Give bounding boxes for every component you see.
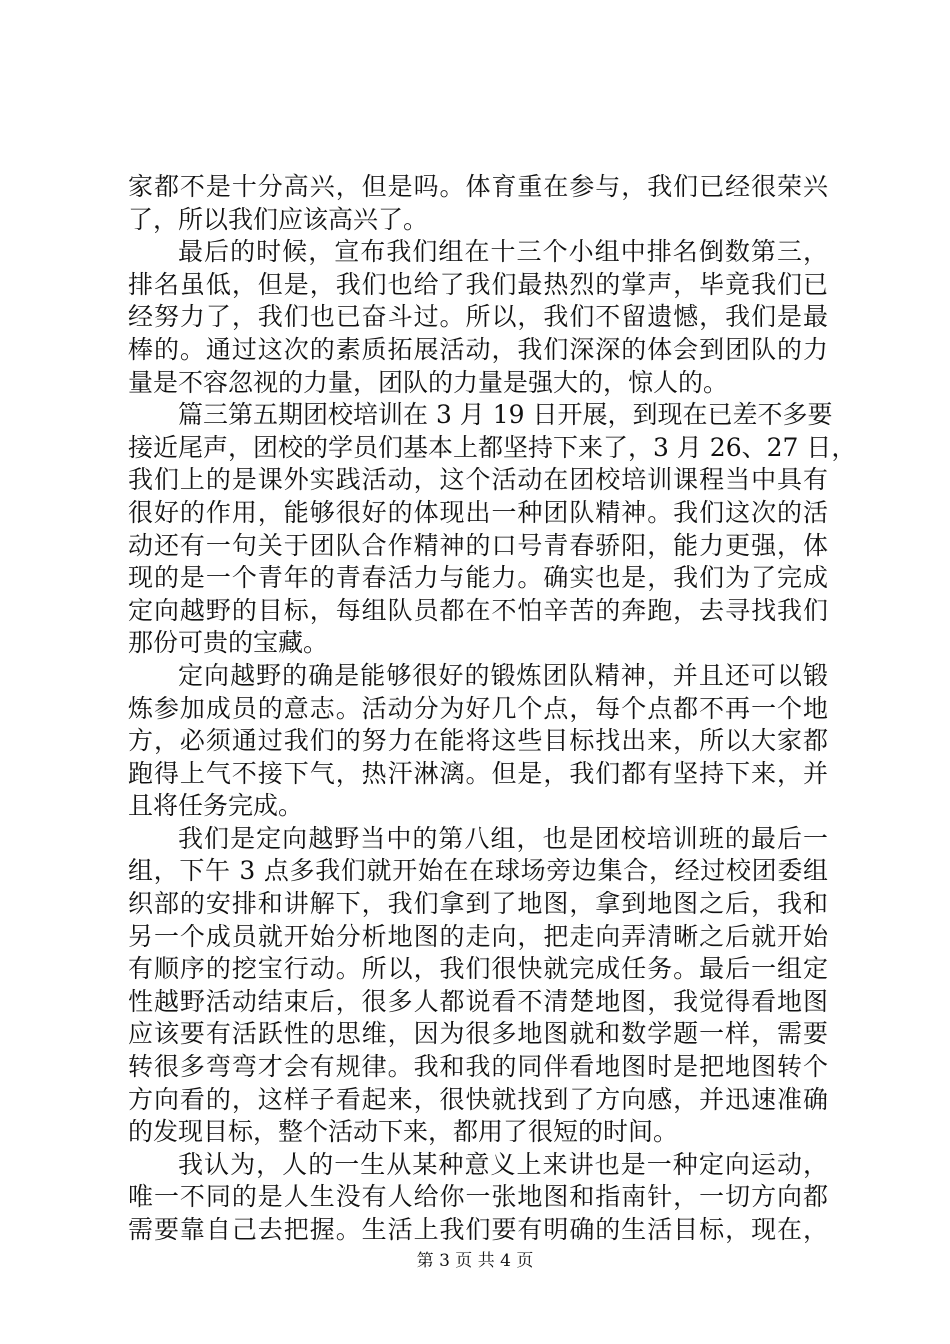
text-line-content: 现的是一个青年的青春活力与能力。确实也是，我们为了完成 — [128, 563, 828, 593]
text-line — [128, 758, 828, 791]
text-line — [128, 399, 833, 432]
text-line — [128, 236, 828, 269]
text-line-content: 接近尾声，团校的学员们基本上都坚持下来了，3 月 26、27 日， — [128, 432, 857, 462]
text-line — [128, 269, 828, 302]
text-line-content: 组，下午 3 点多我们就开始在在球场旁边集合，经过校团委组 — [128, 856, 828, 886]
text-line — [128, 1116, 828, 1149]
text-line-content: 炼参加成员的意志。活动分为好几个点，每个点都不再一个地 — [128, 693, 828, 723]
text-line — [128, 1149, 828, 1182]
text-line-content: 需要靠自己去把握。生活上我们要有明确的生活目标，现在， — [128, 1215, 828, 1244]
text-line-content: 性越野活动结束后，很多人都说看不清楚地图，我觉得看地图 — [128, 986, 828, 1016]
text-line — [128, 562, 828, 595]
text-line-content: 量是不容忽视的力量，团队的力量是强大的，惊人的。 — [128, 367, 729, 397]
text-line-content: 家都不是十分高兴，但是吗。体育重在参与，我们已经很荣兴 — [128, 172, 828, 201]
text-line-content: 有顺序的挖宝行动。所以，我们很快就完成任务。最后一组定 — [128, 954, 828, 984]
text-line — [128, 986, 828, 1019]
text-line — [128, 823, 828, 856]
text-line-content: 很好的作用，能够很好的体现出一种团队精神。我们这次的活 — [128, 497, 828, 527]
text-line-content: 我们上的是课外实践活动，这个活动在团校培训课程当中具有 — [128, 465, 828, 495]
text-line — [128, 301, 828, 334]
text-line — [128, 530, 828, 563]
text-line-content: 定向越野的目标，每组队员都在不怕辛苦的奔跑，去寻找我们 — [128, 595, 828, 625]
text-line-content: 最后的时候，宣布我们组在十三个小组中排名倒数第三， — [178, 237, 828, 267]
text-line-content: 那份可贵的宝藏。 — [128, 628, 329, 658]
text-line — [128, 171, 828, 204]
text-line — [128, 888, 828, 921]
text-line-content: 跑得上气不接下气，热汗淋漓。但是，我们都有坚持下来，并 — [128, 758, 828, 788]
text-line — [128, 1181, 828, 1214]
text-line-content: 经努力了，我们也已奋斗过。所以，我们不留遗憾，我们是最 — [128, 302, 828, 332]
text-line — [128, 1051, 828, 1084]
text-line — [128, 725, 828, 758]
text-line — [128, 432, 857, 465]
text-line — [128, 334, 828, 367]
text-line-content: 应该要有活跃性的思维，因为很多地图就和数学题一样，需要 — [128, 1019, 828, 1049]
text-line — [128, 1018, 828, 1051]
text-line — [128, 204, 828, 237]
text-line-content: 织部的安排和讲解下，我们拿到了地图，拿到地图之后，我和 — [128, 889, 828, 919]
text-line-content: 我们是定向越野当中的第八组，也是团校培训班的最后一 — [178, 823, 828, 853]
text-line-content: 排名虽低，但是，我们也给了我们最热烈的掌声，毕竟我们已 — [128, 269, 828, 299]
text-line — [128, 497, 828, 530]
text-line — [128, 1214, 828, 1247]
text-line-content: 方，必须通过我们的努力在能将这些目标找出来，所以大家都 — [128, 726, 828, 756]
text-line — [128, 953, 828, 986]
text-line-content: 动还有一句关于团队合作精神的口号青春骄阳，能力更强，体 — [128, 530, 828, 560]
text-line — [128, 693, 828, 726]
text-line — [128, 855, 828, 888]
text-line — [128, 627, 828, 660]
text-line-content: 唯一不同的是人生没有人给你一张地图和指南针，一切方向都 — [128, 1182, 828, 1212]
text-line — [128, 790, 828, 823]
text-line — [128, 464, 828, 497]
text-line — [128, 660, 828, 693]
text-line-content: 另一个成员就开始分析地图的走向，把走向弄清晰之后就开始 — [128, 921, 828, 951]
text-line — [128, 367, 828, 400]
text-line-content: 定向越野的确是能够很好的锻炼团队精神，并且还可以锻 — [178, 660, 828, 690]
text-line-content: 的发现目标，整个活动下来，都用了很短的时间。 — [128, 1117, 679, 1147]
text-line-content: 篇三第五期团校培训在 3 月 19 日开展，到现在已差不多要 — [178, 400, 833, 430]
text-line-content: 且将任务完成。 — [128, 791, 304, 821]
text-line-content: 我认为，人的一生从某种意义上来讲也是一种定向运动， — [178, 1149, 828, 1179]
text-line-content: 转很多弯弯才会有规律。我和我的同伴看地图时是把地图转个 — [128, 1052, 828, 1082]
document-body — [128, 171, 857, 1247]
text-line-content: 棒的。通过这次的素质拓展活动，我们深深的体会到团队的力 — [128, 334, 828, 364]
text-line-content: 了，所以我们应该高兴了。 — [128, 204, 429, 234]
page-footer: 第 3 页 共 4 页 — [416, 1251, 534, 1271]
text-line — [128, 921, 828, 954]
text-line — [128, 1084, 828, 1117]
text-line — [128, 595, 828, 628]
text-line-content: 方向看的，这样子看起来，很快就找到了方向感，并迅速准确 — [128, 1084, 828, 1114]
